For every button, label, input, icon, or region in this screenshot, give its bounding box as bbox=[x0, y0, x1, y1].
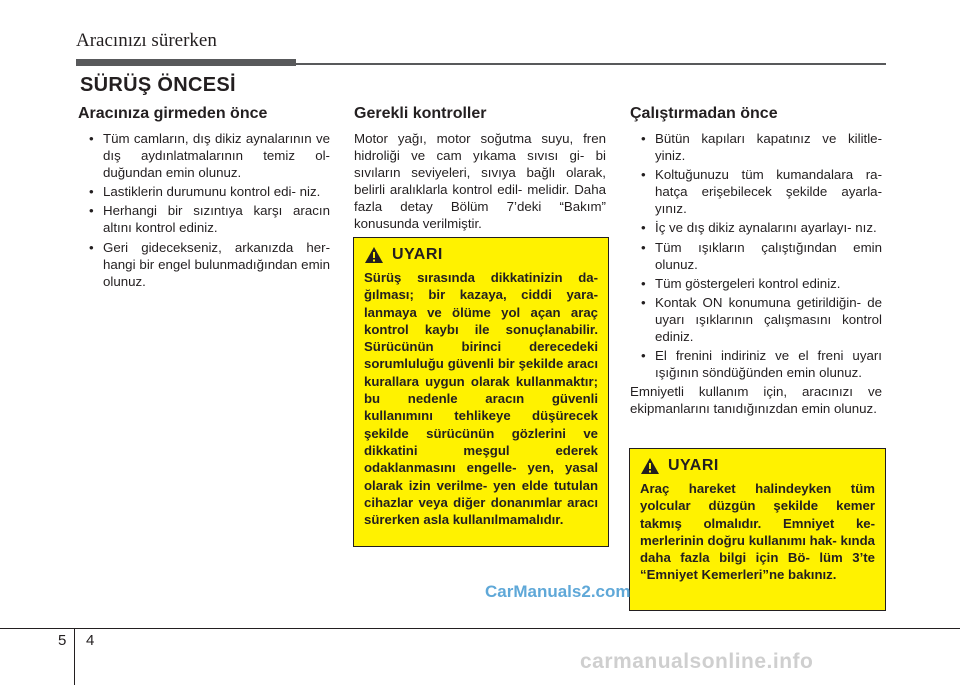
list-item: • Koltuğunuzu tüm kumandalara ra- hatça erişebilecek şekilde ayarla- yınız. bbox=[641, 167, 882, 217]
column-before-starting bbox=[630, 104, 882, 418]
site-watermark: carmanualsonline.info bbox=[580, 650, 814, 673]
warning-box bbox=[629, 448, 886, 611]
warning-header bbox=[640, 457, 875, 475]
column-heading: Gerekli kontroller bbox=[354, 105, 487, 122]
warning-text: Sürüş sırasında dikkatinizin da- ğılması; bir kazaya, ciddi yara- lanmaya ve ölüme yol açan araç kontrol kaybı ile sonuçlanabilir. Sürücünün birinci derecedeki sorumluluğu güvenli bir şekilde aracı kurallara uygun olarak kullanmaktır; bu nedenle aracın güvenli kullanımını tehlikeye düşürecek şekilde sürücünün gözlerini ve dikkatini meşgul ederek odaklanmasını engelle- yen, yasal olarak izin verilme- yen elde tutulan cihazlar veya diğer donanımlar aracı sürerken asla kullanılmamalıdır. bbox=[364, 270, 598, 528]
checklist bbox=[78, 130, 330, 290]
warning-triangle-icon bbox=[364, 246, 384, 264]
list-item: • El frenini indiriniz ve el freni uyarı ışığının söndüğünden emin olunuz. bbox=[641, 348, 882, 381]
footer-rule bbox=[0, 628, 960, 629]
header-title: Aracınızı sürerken bbox=[76, 30, 217, 51]
list-item: • Geri gidecekseniz, arkanızda her- hangi bir engel bulunmadığından emin olunuz. bbox=[89, 239, 330, 289]
body-paragraph: Motor yağı, motor soğutma suyu, fren hidroliği ve cam yıkama sıvısı gi- bi sıvıların seviyeleri, sıvıya bağlı olarak, belirli aralıklarla kontrol edil- melidir. Daha fazla detay Bölüm 7’deki “Bakım” konusunda verilmiştir. bbox=[354, 131, 606, 232]
column-heading: Aracınıza girmeden önce bbox=[78, 105, 268, 122]
footer-divider bbox=[74, 628, 75, 685]
warning-box bbox=[353, 237, 609, 547]
list-item: • Tüm camların, dış dikiz aynalarının ve dış aydınlatmalarının temiz ol- duğundan emin olunuz. bbox=[89, 131, 330, 181]
page-number: 4 bbox=[86, 632, 95, 649]
watermark-link[interactable]: CarManuals2.com bbox=[485, 582, 631, 601]
column-before-entering bbox=[78, 104, 330, 292]
body-paragraph: Emniyetli kullanım için, aracınızı ve ekipmanlarını tanıdığınızdan emin olunuz. bbox=[630, 384, 882, 417]
column-heading: Çalıştırmadan önce bbox=[630, 105, 778, 122]
list-item: • Tüm göstergeleri kontrol ediniz. bbox=[641, 275, 841, 291]
column-required-checks bbox=[354, 104, 606, 233]
warning-title: UYARI bbox=[668, 457, 719, 474]
list-item: • Kontak ON konumuna getirildiğin- de uyarı ışıklarının çalışmasını kontrol ediniz. bbox=[641, 294, 882, 345]
warning-title: UYARI bbox=[392, 246, 443, 263]
list-item: • Bütün kapıları kapatınız ve kilitle- yiniz. bbox=[641, 131, 882, 164]
warning-triangle-icon bbox=[640, 457, 660, 475]
header-rule bbox=[296, 63, 886, 65]
header-bar bbox=[76, 59, 296, 66]
checklist bbox=[630, 130, 882, 381]
list-item: • Herhangi bir sızıntıya karşı aracın altını kontrol ediniz. bbox=[89, 203, 330, 236]
list-item: • Tüm ışıkların çalıştığından emin olunuz. bbox=[641, 239, 882, 272]
section-title: SÜRÜŞ ÖNCESİ bbox=[80, 74, 236, 96]
chapter-number: 5 bbox=[58, 632, 67, 649]
warning-text: Araç hareket halindeyken tüm yolcular düzgün şekilde kemer takmış olmalıdır. Emniyet ke- merlerinin doğru kullanımı hak- kında daha fazla bilgi için Bö- lüm 3’te “Emniyet Kemerleri”ne bakınız. bbox=[640, 481, 875, 583]
warning-header bbox=[364, 246, 598, 264]
list-item: • Lastiklerin durumunu kontrol edi- niz. bbox=[89, 184, 321, 200]
list-item: • İç ve dış dikiz aynalarını ayarlayı- nız. bbox=[641, 220, 877, 236]
